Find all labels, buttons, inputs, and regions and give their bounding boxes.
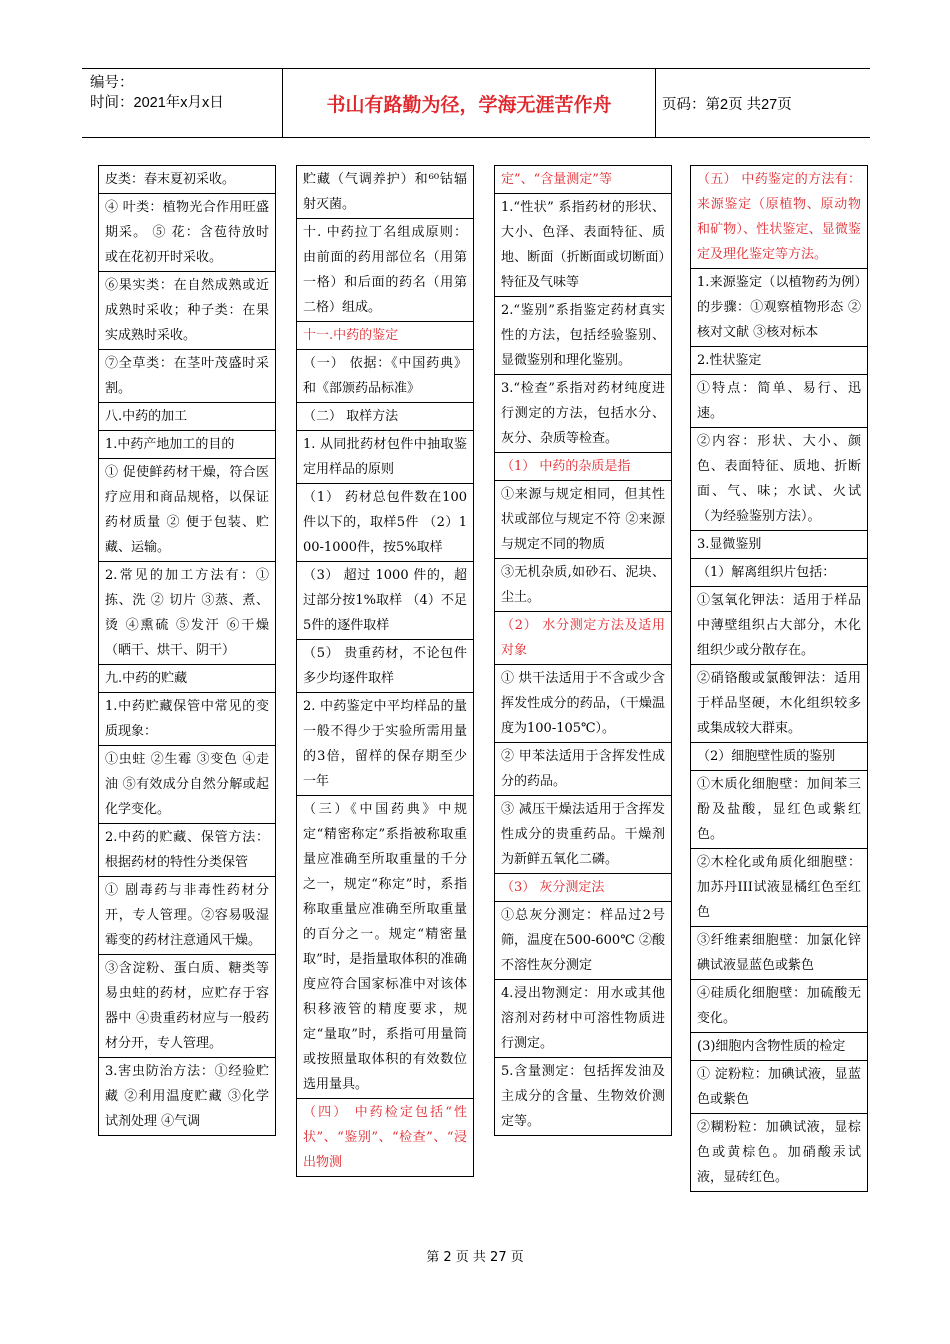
column-1 [98,166,276,1136]
header-meta [90,73,280,113]
text-cell: ③纤维素细胞壁：加氯化锌碘试液显蓝色或紫色 [690,926,868,980]
motto: 书山有路勤为径，学海无涯苦作舟 [282,69,656,137]
text-cell: 1.来源鉴定（以植物药为例）的步骤：①观察植物形态 ②核对文献 ③核对标本 [690,268,868,347]
text-cell: （5） 贵重药材，不论包件多少均逐件取样 [296,639,474,693]
column-2 [296,166,474,1177]
text-cell: 3.“检查”系指对药材纯度进行测定的方法，包括水分、灰分、杂质等检查。 [494,374,672,453]
text-cell: 九.中药的贮藏 [98,664,276,693]
text-cell: ①虫蛀 ②生霉 ③变色 ④走油 ⑤有效成分自然分解或起化学变化。 [98,745,276,824]
page-number-label: 页码：第2页 共27页 [662,96,792,113]
text-cell: 1.“性状” 系指药材的形状、大小、色泽、表面特征、质地、断面（折断面或切断面）特征及气味等 [494,193,672,297]
text-cell: ① 促使鲜药材干燥，符合医疗应用和商品规格，以保证药材质量 ② 便于包装、贮藏、运输。 [98,458,276,562]
text-cell: ①来源与规定相同，但其性状或部位与规定不符 ②来源与规定不同的物质 [494,480,672,559]
text-cell: 1. 从同批药材包件中抽取鉴定用样品的原则 [296,430,474,484]
text-cell: ①氢氧化钾法：适用于样品中薄壁组织占大部分，木化组织少或分散存在。 [690,586,868,665]
text-cell: （二） 取样方法 [296,402,474,431]
text-cell: （2）细胞壁性质的鉴别 [690,742,868,771]
text-cell: 2.中药的贮藏、保管方法：根据药材的特性分类保管 [98,823,276,877]
text-cell: ①特点：简单、易行、迅速。 [690,374,868,428]
time-label: 时间：2021年x月x日 [90,95,224,111]
text-cell: ① 淀粉粒：加碘试液，显蓝色或紫色 [690,1060,868,1114]
text-cell: （3） 灰分测定法 [494,873,672,902]
column-4 [690,166,868,1192]
text-cell: （1） 中药的杂质是指 [494,452,672,481]
text-cell: 5.含量测定：包括挥发油及主成分的含量、生物效价测定等。 [494,1057,672,1136]
text-cell: （三）《中国药典》中规定“精密称定”系指被称取重量应准确至所取重量的千分之一，规定“称定”时，系指称取重量应准确至所取重量的百分之一。规定“精密量取”时，是指量取体积的准确度应符合国家标准中对该体积移液管的精度要求，规定“量取”时，系指可用量筒或按照量取体积的有效数位选用量具。 [296,795,474,1099]
text-cell: ③ 减压干燥法适用于含挥发性成分的贵重药品。干燥剂为新鲜五氧化二磷。 [494,795,672,874]
text-cell: 2.性状鉴定 [690,346,868,375]
text-cell: ②硝铬酸或氯酸钾法：适用于样品坚硬，木化组织较多或集成较大群束。 [690,664,868,743]
serial-label: 编号： [90,75,134,91]
text-cell: 3.显微鉴别 [690,530,868,559]
column-3 [494,166,672,1136]
text-cell: （3） 超过 1000 件的，超过部分按1%取样 （4）不足5件的逐件取样 [296,561,474,640]
text-cell: 1.中药贮藏保管中常见的变质现象： [98,692,276,746]
text-cell: ②糊粉粒：加碘试液，显棕色或黄棕色。加硝酸汞试液，显砖红色。 [690,1113,868,1192]
text-cell: 3.害虫防治方法：①经验贮藏 ②利用温度贮藏 ③化学试剂处理 ④气调 [98,1057,276,1136]
text-cell: ④硅质化细胞壁：加硫酸无变化。 [690,979,868,1033]
text-cell: ⑥果实类：在自然成熟或近成熟时采收；种子类：在果实成熟时采收。 [98,271,276,350]
text-cell: 定”、“含量测定”等 [494,165,672,194]
text-cell: （1）解离组织片包括： [690,558,868,587]
text-cell: ②木栓化或角质化细胞壁：加苏丹III试液显橘红色至红色 [690,848,868,927]
page-footer: 第 2 页 共 27 页 [426,1250,524,1265]
text-cell: ③含淀粉、蛋白质、糖类等易虫蛀的药材，应贮存于容器中 ④贵重药材应与一般药材分开，专人管理。 [98,954,276,1058]
text-cell: 皮类：春末夏初采收。 [98,165,276,194]
text-cell: （1） 药材总包件数在100件以下的，取样5件 （2）100-1000件，按5%取样 [296,483,474,562]
text-cell: ② 甲苯法适用于含挥发性成分的药品。 [494,742,672,796]
text-cell: （2） 水分测定方法及适用对象 [494,611,672,665]
text-cell: 4.浸出物测定：用水或其他溶剂对药材中可溶性物质进行测定。 [494,979,672,1058]
text-cell: ①总灰分测定：样品过2号筛，温度在500-600℃ ②酸不溶性灰分测定 [494,901,672,980]
text-cell: 十一.中药的鉴定 [296,321,474,350]
text-cell: 十. 中药拉丁名组成原则：由前面的药用部位名（用第一格）和后面的药名（用第二格）组成。 [296,218,474,322]
text-cell: 1.中药产地加工的目的 [98,430,276,459]
text-cell: 八.中药的加工 [98,402,276,431]
text-cell: ④ 叶类：植物光合作用旺盛期采。 ⑤ 花：含苞待放时或在花初开时采收。 [98,193,276,272]
text-cell: （一） 依据：《中国药典》和《部颁药品标准》 [296,349,474,403]
text-cell: （四） 中药检定包括“性状”、“鉴别”、“检查”、“浸出物测 [296,1098,474,1177]
text-cell: ②内容：形状、大小、颜色、表面特征、质地、折断面、气、味；水试、火试（为经验鉴别方法）。 [690,427,868,531]
text-cell: 2. 中药鉴定中平均样品的量一般不得少于实验所需用量的3倍，留样的保存期至少一年 [296,692,474,796]
text-cell: ① 烘干法适用于不含或少含挥发性成分的药品，（干燥温度为100-105℃）。 [494,664,672,743]
text-cell: (3)细胞内含物性质的检定 [690,1032,868,1061]
text-cell: 2.“鉴别”系指鉴定药材真实性的方法，包括经验鉴别、显微鉴别和理化鉴别。 [494,296,672,375]
text-cell: 2.常见的加工方法有：①拣、洗 ② 切片 ③蒸、煮、烫 ④熏硫 ⑤发汗 ⑥干燥（晒干、烘干、阴干） [98,561,276,665]
text-cell: 贮藏（气调养护）和⁶⁰钴辐射灭菌。 [296,165,474,219]
text-cell: ③无机杂质,如砂石、泥块、尘土。 [494,558,672,612]
text-cell: ⑦全草类：在茎叶茂盛时采割。 [98,349,276,403]
text-cell: ① 剧毒药与非毒性药材分开，专人管理。②容易吸湿霉变的药材注意通风干燥。 [98,876,276,955]
text-cell: ①木质化细胞壁：加间苯三酚及盐酸，显红色或紫红色。 [690,770,868,849]
page-header [82,68,870,138]
text-cell: （五） 中药鉴定的方法有：来源鉴定（原植物、原动物和矿物）、性状鉴定、显微鉴定及理化鉴定等方法。 [690,165,868,269]
